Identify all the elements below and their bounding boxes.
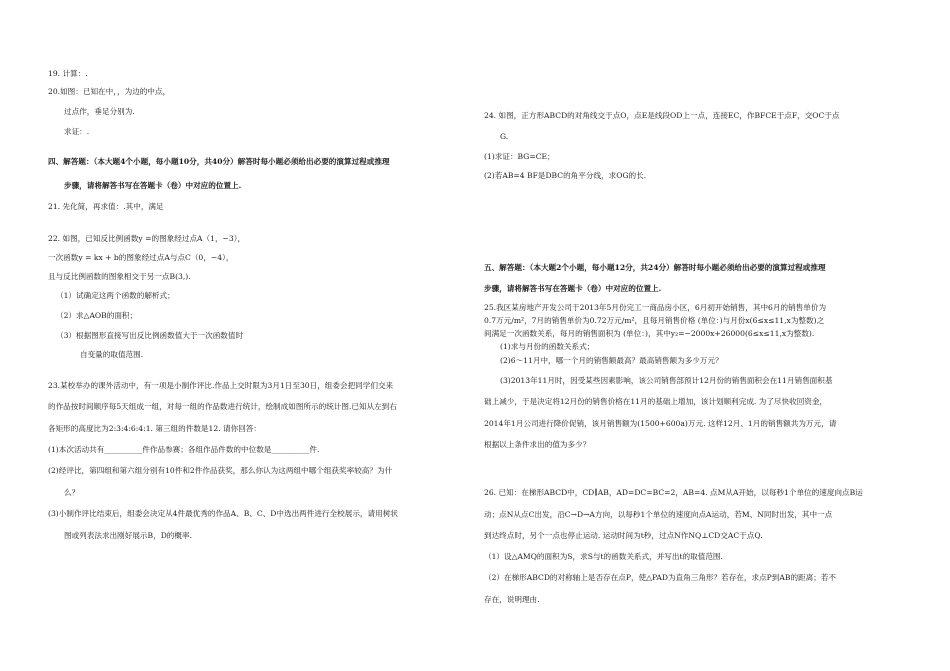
q22-part3-cont: 自变量的取值范围. <box>80 350 144 359</box>
section4-heading-2: 步骤，请将解答书写在答题卡（卷）中对应的位置上. <box>64 181 242 190</box>
q26-line2: 动；点N从点C出发，沿C→D→A方向，以每秒1个单位的速度向点A运动，若M、N同时出发，其中一点 <box>484 510 833 519</box>
q23-part1: (1)本次活动共有__________件作品参赛；各组作品件数的中位数是__________件. <box>48 445 320 454</box>
q22-part1: （1）试确定这两个函数的解析式； <box>56 291 175 300</box>
q19-text: 19. 计算：. <box>48 69 88 78</box>
q22-line3: 且与反比例函数的图象相交于另一点B(3,). <box>48 272 191 281</box>
q23-part3-cont: 图或列表法求出刚好展示B，D的概率. <box>64 531 192 540</box>
section5-heading-2: 步骤，请将解答书写在答题卡（卷）中对应的位置上. <box>484 284 662 293</box>
section5-heading: 五、解答题：（本大题2个小题，每小题12分，共24分）解答时每小题必须给出必要的演算过程或推理 <box>484 263 826 272</box>
q22-part2: （2）求△AOB的面积； <box>56 311 138 320</box>
q23-line3: 各矩形的高度比为2:3:4:6:4:1. 第三组的件数是12. 请你回答： <box>48 424 261 433</box>
q25-part3-cont1: 础上减少，于是决定将12月份的销售价格在11月的基础上增加，该计划顺利完成. 为了尽快收回资金， <box>484 397 828 406</box>
q22-line2: 一次函数y = kx + b的图象经过点A与点C（0，−4）， <box>48 253 234 262</box>
q26-part2: （2）在梯形ABCD的对称轴上是否存在点P，使△PAD为直角三角形？若存在，求点P到AB的距离；若不 <box>484 573 837 582</box>
q23-line2: 的作品按时间顺序每5天组成一组，对每一组的作品数进行统计，绘制成如图所示的统计图.已知从左到右 <box>48 402 397 411</box>
q25-part3-cont2: 2014年1月公司进行降价促销，该月销售额为(1500+600a)万元. 这样12月、1月的销售额共为万元，请 <box>484 419 837 428</box>
q20-line2: 过点作，垂足分别为. <box>64 107 135 116</box>
q22-stem: 22. 如图，已知反比例函数y =的图象经过点A（1，−3）， <box>48 234 246 243</box>
q22-part3: （3）根据图形直接写出反比例函数值大于一次函数值时 <box>56 331 244 340</box>
q24-stem: 24. 如图，正方形ABCD的对角线交于点O，点E是线段OD上一点，连接EC，作BFCE于点F，交OC于点 <box>484 111 840 120</box>
q26-stem: 26. 已知：在梯形ABCD中，CD∥AB，AD=DC=BC=2，AB=4. 点M从A开始，以每秒1个单位的速度向点B运 <box>484 488 863 497</box>
q23-part3: (3)小制作评比结束后，组委会决定从4件最优秀的作品A、B、C、D中选出两件进行全校展示，请用树状 <box>48 509 398 518</box>
q25-part2: (2)6～11月中，哪一个月的销售额最高？最高销售额为多少万元？ <box>500 356 723 365</box>
q26-part1: （1）设△AMQ的面积为S，求S与t的函数关系式，并写出t的取值范围. <box>484 552 723 561</box>
q24-line2: G. <box>500 132 509 141</box>
q25-stem: 25.我区某房地产开发公司于2013年5月份完工一商品房小区，6月初开始销售，其中6月的销售单价为 <box>484 303 827 312</box>
q23-part2-cont: 么？ <box>64 488 80 497</box>
q26-part2-cont: 存在，说明理由. <box>484 595 540 604</box>
q25-part1: (1)求与月份的函数关系式； <box>500 342 595 351</box>
q25-line3: 间满足一次函数关系，每月的销售面积为 (单位：)，其中y₂=−2000x+26000(6≤x≤11,x为整数). <box>484 329 815 338</box>
q23-stem: 23.某校举办的课外活动中，有一项是小制作评比.作品上交时限为3月1日至30日，组委会把同学们交来 <box>48 381 394 390</box>
q24-part2: (2)若AB=4 BF是DBC的角平分线，求OG的长. <box>484 171 647 180</box>
q25-part3-cont3: 根据以上条件求出的值为多少？ <box>484 440 591 449</box>
q24-part1: (1)求证：BG=CE； <box>484 152 555 161</box>
q25-part3: (3)2013年11月时，因受某些因素影响，该公司销售部预计12月份的销售面积会在11月销售面积基 <box>500 376 833 385</box>
q25-line2: 0.7万元/m²，7月的销售单价为0.72万元/m²，且每月销售价格 (单位：)与月份x(6≤x≤11,x为整数)之 <box>484 316 825 325</box>
q20-line3: 求证：. <box>64 127 90 136</box>
q20-stem: 20.如图：已知在中，，为边的中点， <box>48 87 171 96</box>
q21-text: 21. 先化简，再求值：.其中，满足 <box>48 202 164 211</box>
q23-part2: (2)经评比，第四组和第六组分别有10件和2件作品获奖，那么你认为这两组中哪个组获奖率较高？为什 <box>48 466 393 475</box>
q26-line3: 到达终点时，另个一点也停止运动. 运动时间为t秒，过点N作NQ⊥CD交AC于点Q. <box>484 531 763 540</box>
section4-heading: 四、解答题：（本大题4个小题，每小题10分，共40分）解答时每小题必须给出必要的演算过程或推理 <box>48 157 390 166</box>
